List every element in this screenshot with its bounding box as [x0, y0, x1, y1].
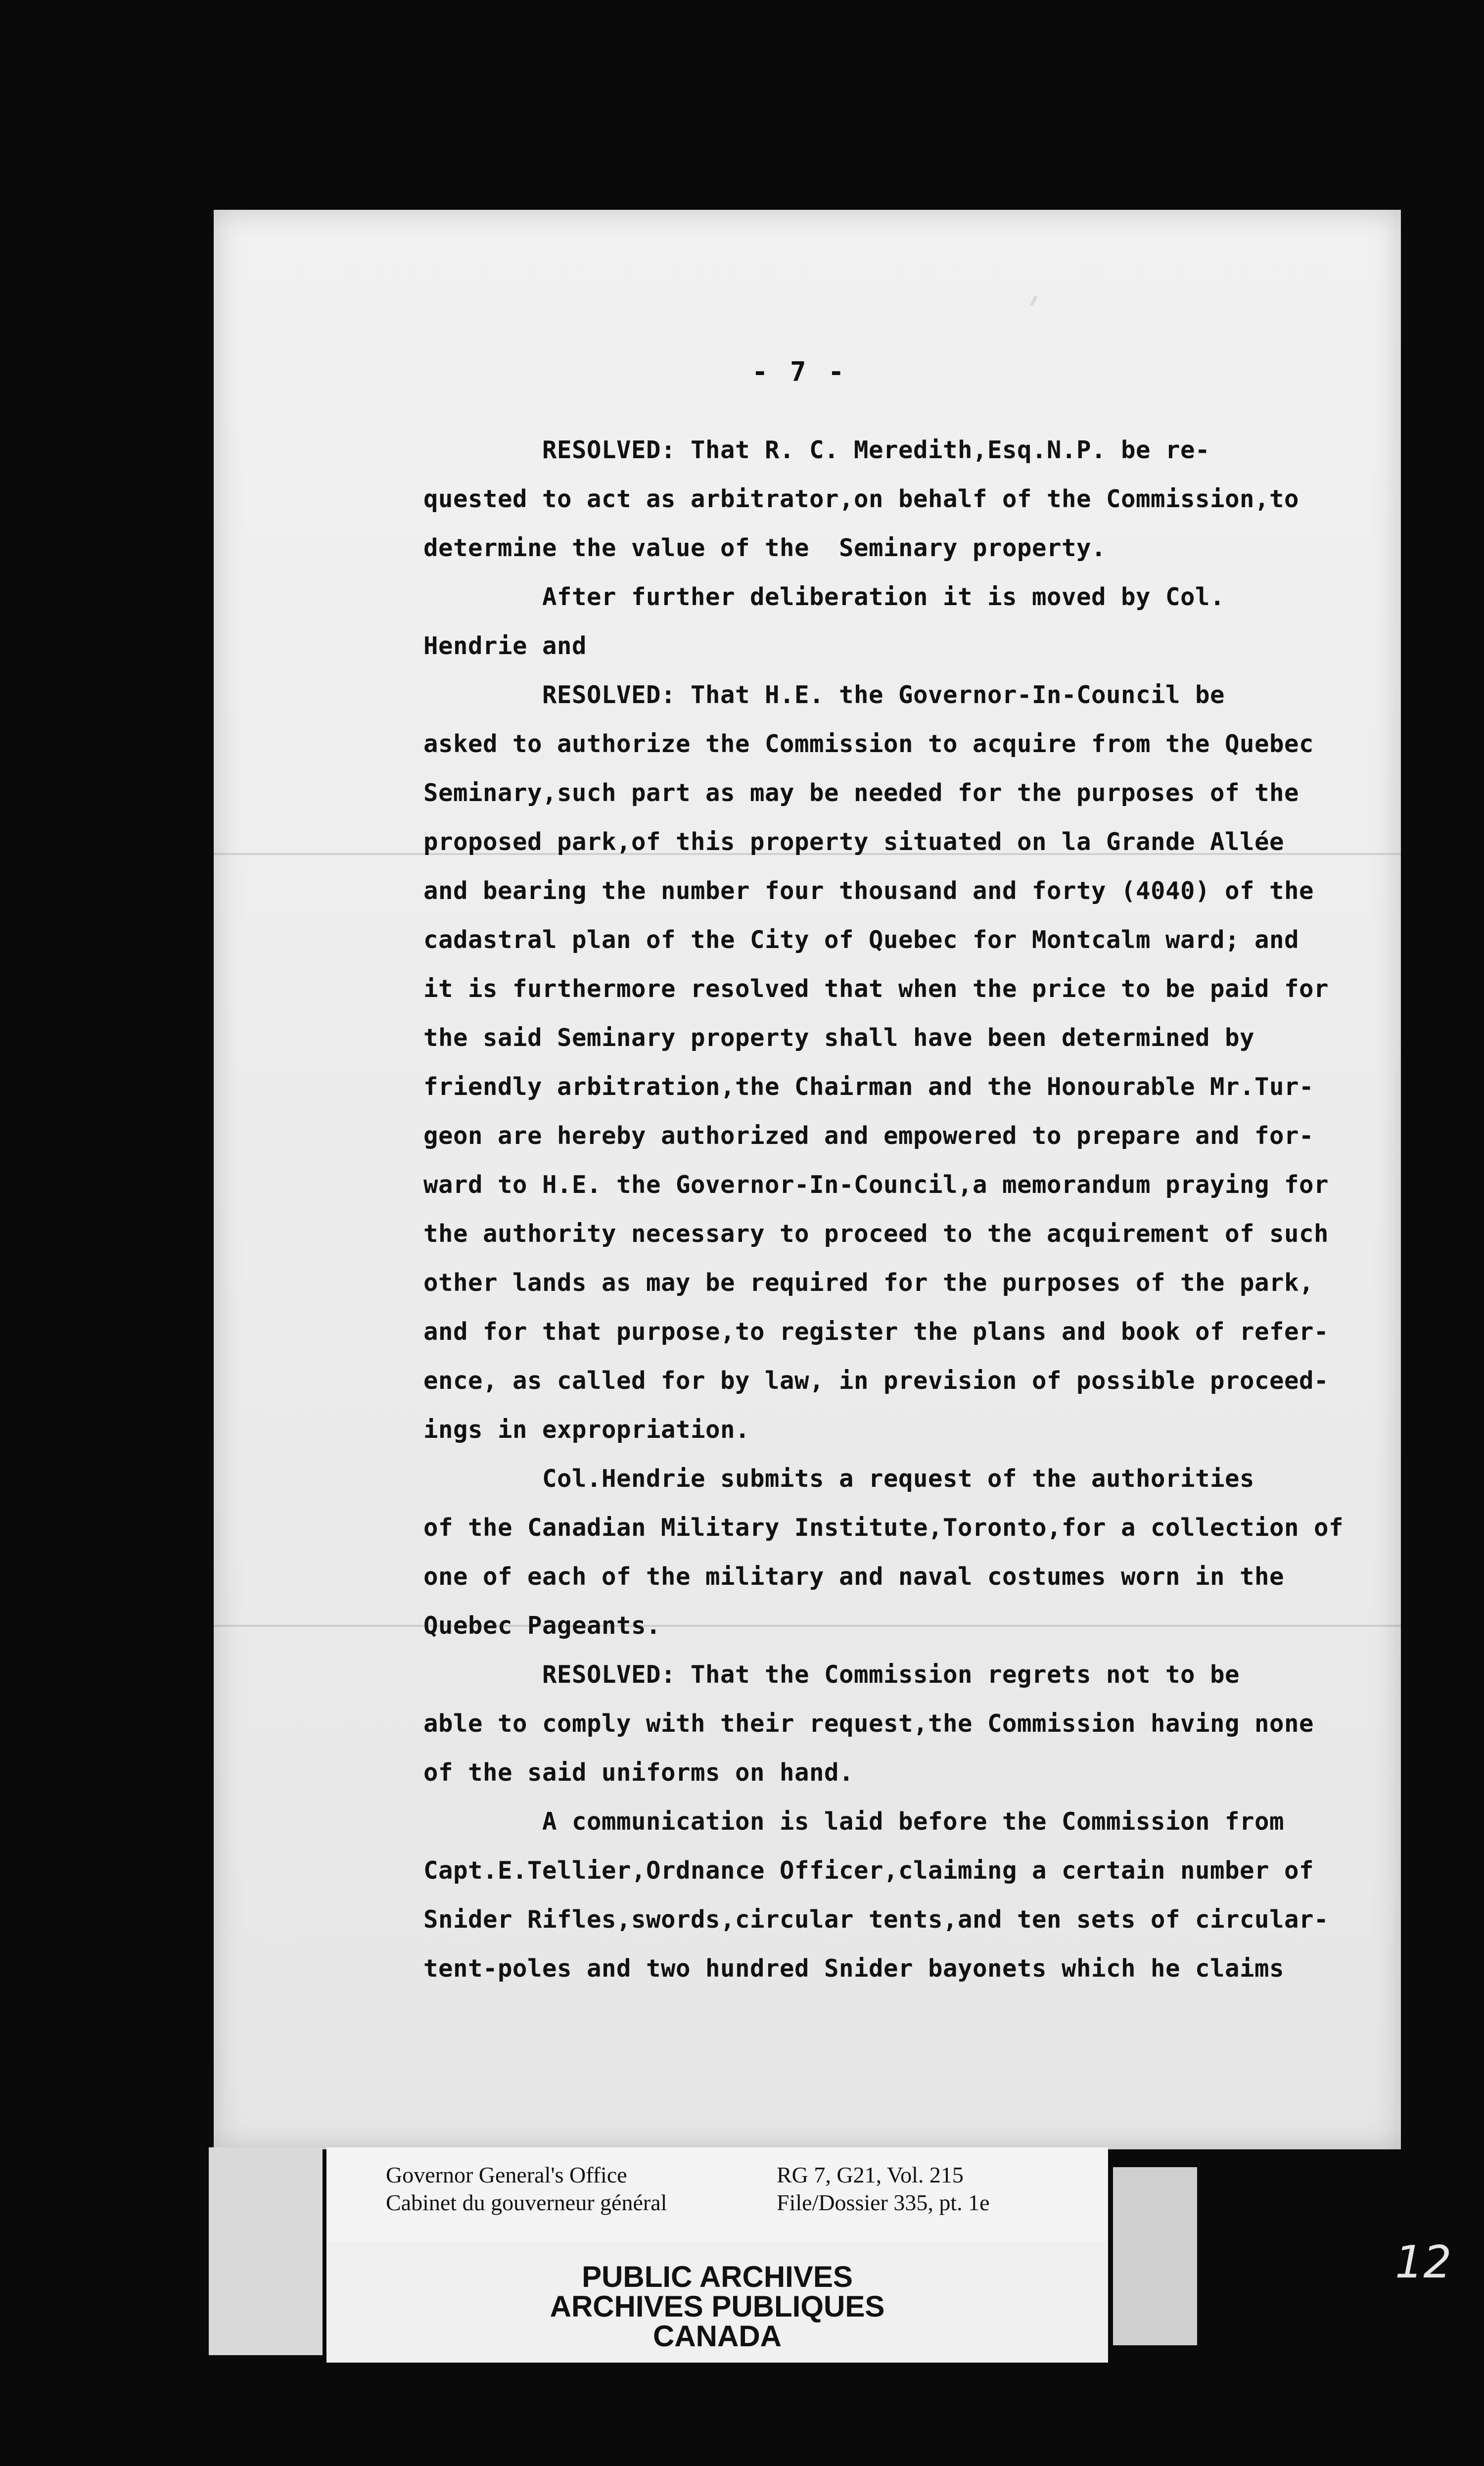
file-reference: File/Dossier 335, pt. 1e	[777, 2190, 990, 2215]
text-line: ward to H.E. the Governor-In-Council,a memorandum praying for	[423, 1171, 1329, 1199]
text-line: other lands as may be required for the purposes of the park,	[423, 1269, 1314, 1297]
archives-stamp	[326, 2241, 1108, 2363]
text-line: Quebec Pageants.	[423, 1612, 661, 1640]
archive-label-office	[386, 2161, 667, 2217]
text-line: and bearing the number four thousand and forty (4040) of the	[423, 877, 1314, 905]
text-line: Snider Rifles,swords,circular tents,and ten sets of circular-	[423, 1905, 1329, 1934]
office-fr: Cabinet du gouverneur général	[386, 2190, 667, 2215]
text-line: A communication is laid before the Commission from	[423, 1807, 1285, 1836]
text-line: RESOLVED: That R. C. Meredith,Esq.N.P. be re-	[423, 436, 1210, 464]
archive-label-reference	[777, 2161, 990, 2217]
text-line: quested to act as arbitrator,on behalf of the Commission,to	[423, 485, 1299, 513]
text-line: cadastral plan of the City of Quebec for Montcalm ward; and	[423, 926, 1299, 954]
stamp-line-3: CANADA	[653, 2320, 782, 2353]
binding-tab	[1113, 2167, 1197, 2345]
text-line: RESOLVED: That the Commission regrets not to be	[423, 1660, 1240, 1689]
text-line: able to comply with their request,the Commission having none	[423, 1709, 1314, 1738]
text-line: and for that purpose,to register the plans and book of refer-	[423, 1318, 1329, 1346]
frame-number: 12	[1395, 2236, 1452, 2288]
page-number: - 7 -	[752, 356, 847, 387]
archive-label	[326, 2147, 1108, 2243]
text-line: friendly arbitration,the Chairman and the Honourable Mr.Tur-	[423, 1073, 1314, 1101]
text-line: Seminary,such part as may be needed for the purposes of the	[423, 779, 1299, 807]
stamp-line-2: ARCHIVES PUBLIQUES	[550, 2290, 885, 2323]
text-line: asked to authorize the Commission to acquire from the Quebec	[423, 730, 1314, 758]
text-line: RESOLVED: That H.E. the Governor-In-Council be	[423, 681, 1225, 709]
binding-tab	[209, 2147, 323, 2355]
text-line: After further deliberation it is moved by Col.	[423, 583, 1225, 611]
text-line: the authority necessary to proceed to the acquirement of such	[423, 1220, 1329, 1248]
text-line: proposed park,of this property situated on la Grande Allée	[423, 828, 1285, 856]
reference: RG 7, G21, Vol. 215	[777, 2162, 964, 2187]
text-line: it is furthermore resolved that when the price to be paid for	[423, 975, 1329, 1003]
stamp-line-1: PUBLIC ARCHIVES	[582, 2260, 853, 2293]
text-line: Capt.E.Tellier,Ordnance Officer,claiming a certain number of	[423, 1856, 1314, 1885]
text-line: of the said uniforms on hand.	[423, 1758, 854, 1787]
document-body	[423, 426, 1344, 1993]
text-line: tent-poles and two hundred Snider bayonets which he claims	[423, 1954, 1285, 1983]
text-line: determine the value of the Seminary property.	[423, 534, 1107, 562]
text-line: Hendrie and	[423, 632, 587, 660]
text-line: of the Canadian Military Institute,Toronto,for a collection of	[423, 1514, 1344, 1542]
faint-mark: ,	[1030, 264, 1043, 310]
text-line: ings in expropriation.	[423, 1416, 750, 1444]
text-line: the said Seminary property shall have been determined by	[423, 1024, 1255, 1052]
text-line: Col.Hendrie submits a request of the authorities	[423, 1465, 1255, 1493]
text-line: one of each of the military and naval costumes worn in the	[423, 1563, 1285, 1591]
text-line: geon are hereby authorized and empowered to prepare and for-	[423, 1122, 1314, 1150]
text-line: ence, as called for by law, in prevision of possible proceed-	[423, 1367, 1329, 1395]
office-en: Governor General's Office	[386, 2162, 627, 2187]
